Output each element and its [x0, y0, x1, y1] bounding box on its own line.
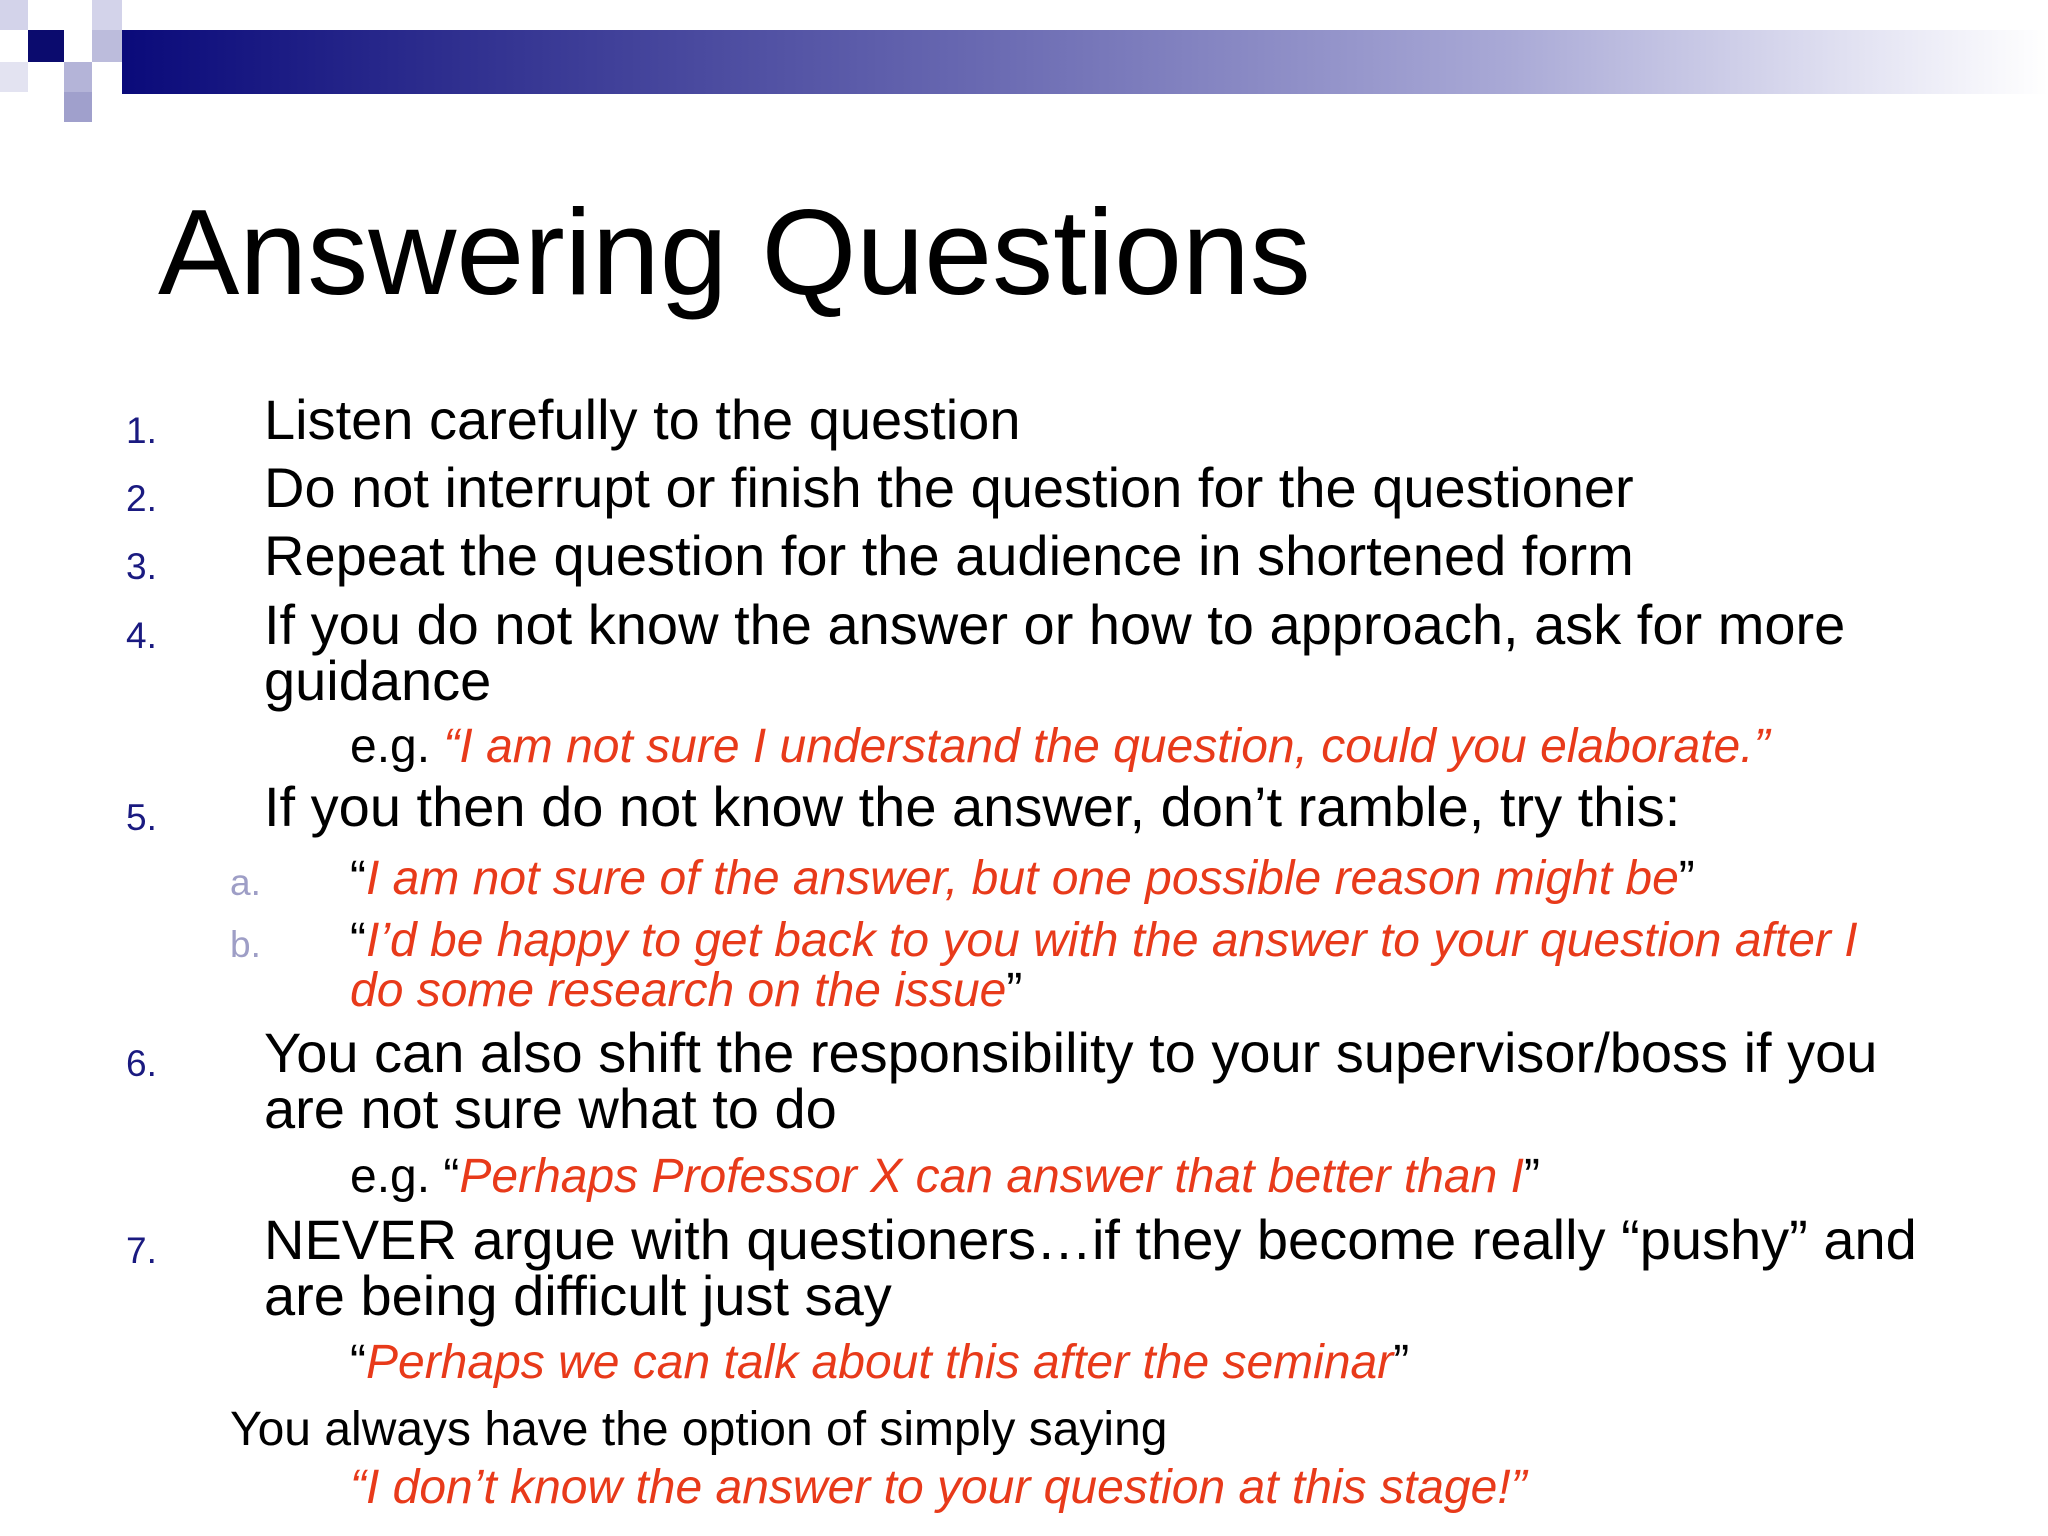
- example-prefix: e.g.: [350, 720, 444, 773]
- example-quote: Perhaps Professor X can answer that better than I: [459, 1150, 1524, 1203]
- closing-text: You always have the option of simply saying: [230, 1403, 1168, 1456]
- close-quote: ”: [1393, 1336, 1410, 1389]
- example-line: [350, 1338, 1409, 1388]
- header-gradient-band: [122, 30, 2048, 94]
- item-text: guidance: [264, 649, 492, 712]
- open-quote: “: [350, 1336, 366, 1389]
- example-line: [350, 1152, 1540, 1202]
- open-quote: “: [350, 852, 366, 905]
- open-quote: “: [443, 1150, 460, 1203]
- header-decor-square: [92, 0, 122, 30]
- close-quote: ”: [1678, 852, 1695, 905]
- item-number: 5.: [126, 797, 157, 838]
- quote-text: I’d be happy to get back to you with the answer to your question after I: [365, 914, 1858, 967]
- closing-quote: “I don’t know the answer to your question at this stage!”: [350, 1461, 1527, 1514]
- example-line: [350, 722, 1770, 772]
- close-quote: ”: [1006, 964, 1023, 1017]
- item-text: Listen carefully to the question: [264, 388, 1021, 451]
- slide-title: Answering Questions: [158, 184, 1311, 320]
- close-quote: ”: [1523, 1150, 1540, 1203]
- item-number: 2.: [126, 478, 157, 519]
- item-text: Repeat the question for the audience in shortened form: [264, 524, 1634, 587]
- item-number: 7.: [126, 1230, 157, 1271]
- item-text: NEVER argue with questioners…if they become really “pushy” and: [264, 1208, 1917, 1271]
- subitem-text-continued: [350, 966, 1022, 1016]
- item-text: If you do not know the answer or how to approach, ask for more: [264, 593, 1846, 656]
- item-number: 4.: [126, 615, 157, 656]
- subitem-text: [350, 916, 1858, 966]
- header-decor-square: [64, 62, 92, 94]
- item-number: 3.: [126, 546, 157, 587]
- header-decor-square: [92, 30, 122, 62]
- item-text: If you then do not know the answer, don’t ramble, try this:: [264, 775, 1681, 838]
- item-text: are being difficult just say: [264, 1264, 892, 1327]
- item-text: are not sure what to do: [264, 1077, 837, 1140]
- item-text: You can also shift the responsibility to your supervisor/boss if you: [264, 1021, 1878, 1084]
- header-decor-square: [64, 92, 92, 122]
- example-quote: Perhaps we can talk about this after the seminar: [365, 1336, 1394, 1389]
- item-number: 6.: [126, 1043, 157, 1084]
- item-text: Do not interrupt or finish the question for the questioner: [264, 456, 1634, 519]
- item-number: 1.: [126, 410, 157, 451]
- subitem-letter: b.: [230, 924, 261, 965]
- header-decor-square: [28, 30, 64, 62]
- example-quote: “I am not sure I understand the question, could you elaborate.”: [443, 720, 1770, 773]
- subitem-letter: a.: [230, 862, 261, 903]
- header-decor-square: [0, 0, 28, 30]
- example-prefix: e.g.: [350, 1150, 444, 1203]
- open-quote: “: [350, 914, 366, 967]
- header-decor-square: [28, 62, 64, 94]
- subitem-text: [350, 854, 1695, 904]
- quote-text: I am not sure of the answer, but one possible reason might be: [365, 852, 1679, 905]
- header-decor-square: [0, 62, 28, 92]
- quote-text: do some research on the issue: [350, 964, 1007, 1017]
